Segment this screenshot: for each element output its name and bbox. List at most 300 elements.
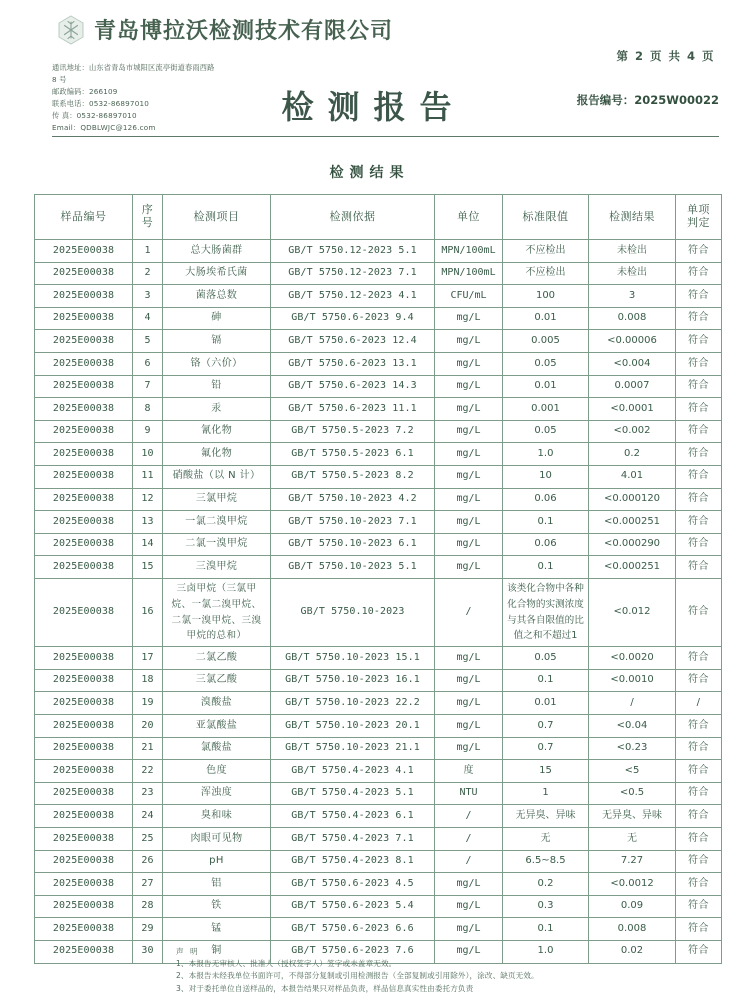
cell-result: <5 — [589, 760, 676, 783]
cell-unit: / — [435, 827, 503, 850]
cell-result: <0.04 — [589, 715, 676, 738]
col-header-unit: 单位 — [435, 195, 503, 240]
cell-sample-id: 2025E00038 — [35, 918, 133, 941]
cell-limit: 1.0 — [503, 940, 589, 963]
cell-standard: GB/T 5750.4-2023 6.1 — [271, 805, 435, 828]
table-row — [35, 465, 722, 488]
table-row — [35, 240, 722, 263]
cell-seq: 4 — [133, 307, 163, 330]
contact-email: Email：QDBLWJC@126.com — [52, 123, 156, 132]
cell-result: <0.002 — [589, 420, 676, 443]
cell-seq: 30 — [133, 940, 163, 963]
cell-item: 浑浊度 — [163, 782, 271, 805]
cell-result: <0.000290 — [589, 533, 676, 556]
cell-item: 砷 — [163, 307, 271, 330]
cell-sample-id: 2025E00038 — [35, 488, 133, 511]
cell-limit: 0.01 — [503, 307, 589, 330]
cell-result: 3 — [589, 285, 676, 308]
cell-unit: NTU — [435, 782, 503, 805]
cell-item: 三溴甲烷 — [163, 556, 271, 579]
cell-limit: 0.01 — [503, 692, 589, 715]
table-row — [35, 511, 722, 534]
cell-standard: GB/T 5750.10-2023 22.2 — [271, 692, 435, 715]
cell-item: 总大肠菌群 — [163, 240, 271, 263]
cell-unit: mg/L — [435, 647, 503, 670]
cell-item: 汞 — [163, 398, 271, 421]
cell-unit: mg/L — [435, 488, 503, 511]
cell-limit: 15 — [503, 760, 589, 783]
cell-seq: 14 — [133, 533, 163, 556]
cell-sample-id: 2025E00038 — [35, 375, 133, 398]
table-row — [35, 375, 722, 398]
cell-unit: mg/L — [435, 873, 503, 896]
contact-fax: 传 真：0532-86897010 — [52, 111, 137, 120]
cell-verdict: 符合 — [676, 352, 722, 375]
cell-limit: 0.7 — [503, 715, 589, 738]
cell-standard: GB/T 5750.6-2023 11.1 — [271, 398, 435, 421]
declaration-line-1: 1、本报告无审核人、批准人（授权签字人）签字或未盖章无效。 — [176, 959, 397, 969]
cell-result: 0.02 — [589, 940, 676, 963]
cell-result: <0.23 — [589, 737, 676, 760]
cell-verdict: 符合 — [676, 647, 722, 670]
cell-verdict: 符合 — [676, 488, 722, 511]
cell-seq: 6 — [133, 352, 163, 375]
cell-unit: mg/L — [435, 443, 503, 466]
header-divider — [52, 136, 719, 137]
cell-seq: 1 — [133, 240, 163, 263]
section-title: 检测结果 — [329, 165, 410, 181]
cell-unit: mg/L — [435, 375, 503, 398]
cell-item: 一氯二溴甲烷 — [163, 511, 271, 534]
cell-verdict: 符合 — [676, 715, 722, 738]
cell-result: 0.008 — [589, 918, 676, 941]
cell-unit: mg/L — [435, 556, 503, 579]
cell-seq: 17 — [133, 647, 163, 670]
cell-standard: GB/T 5750.12-2023 7.1 — [271, 262, 435, 285]
cell-seq: 20 — [133, 715, 163, 738]
cell-item: 菌落总数 — [163, 285, 271, 308]
table-row — [35, 647, 722, 670]
col-header-sample-id: 样品编号 — [35, 195, 133, 240]
cell-unit: MPN/100mL — [435, 240, 503, 263]
cell-sample-id: 2025E00038 — [35, 352, 133, 375]
cell-item: 镉 — [163, 330, 271, 353]
cell-standard: GB/T 5750.4-2023 5.1 — [271, 782, 435, 805]
cell-sample-id: 2025E00038 — [35, 240, 133, 263]
cell-item: 臭和味 — [163, 805, 271, 828]
cell-verdict: 符合 — [676, 262, 722, 285]
contact-postcode: 邮政编码：266109 — [52, 87, 118, 96]
cell-seq: 7 — [133, 375, 163, 398]
cell-standard: GB/T 5750.10-2023 21.1 — [271, 737, 435, 760]
cell-seq: 27 — [133, 873, 163, 896]
table-row — [35, 692, 722, 715]
cell-limit: 0.2 — [503, 873, 589, 896]
cell-verdict: 符合 — [676, 760, 722, 783]
cell-standard: GB/T 5750.6-2023 4.5 — [271, 873, 435, 896]
cell-item: 大肠埃希氏菌 — [163, 262, 271, 285]
cell-standard: GB/T 5750.6-2023 7.6 — [271, 940, 435, 963]
cell-verdict: 符合 — [676, 850, 722, 873]
cell-unit: mg/L — [435, 307, 503, 330]
cell-item: 铬（六价） — [163, 352, 271, 375]
cell-unit: / — [435, 578, 503, 646]
table-row — [35, 782, 722, 805]
table-row — [35, 443, 722, 466]
cell-standard: GB/T 5750.6-2023 14.3 — [271, 375, 435, 398]
table-row — [35, 760, 722, 783]
table-row — [35, 307, 722, 330]
cell-verdict: 符合 — [676, 556, 722, 579]
cell-standard: GB/T 5750.10-2023 16.1 — [271, 669, 435, 692]
cell-limit: 0.06 — [503, 533, 589, 556]
contact-address: 通讯地址：山东省青岛市城阳区流亭街道春雨西路 — [52, 63, 215, 72]
cell-seq: 2 — [133, 262, 163, 285]
cell-seq: 23 — [133, 782, 163, 805]
report-title: 检测报告 — [281, 88, 466, 126]
company-header — [0, 0, 733, 45]
cell-unit: mg/L — [435, 533, 503, 556]
cell-standard: GB/T 5750.6-2023 6.6 — [271, 918, 435, 941]
cell-limit: 10 — [503, 465, 589, 488]
cell-unit: mg/L — [435, 669, 503, 692]
cell-standard: GB/T 5750.10-2023 15.1 — [271, 647, 435, 670]
cell-standard: GB/T 5750.12-2023 4.1 — [271, 285, 435, 308]
cell-seq: 18 — [133, 669, 163, 692]
cell-sample-id: 2025E00038 — [35, 647, 133, 670]
cell-sample-id: 2025E00038 — [35, 805, 133, 828]
cell-verdict: 符合 — [676, 398, 722, 421]
cell-result: 未检出 — [589, 262, 676, 285]
cell-limit: 0.05 — [503, 352, 589, 375]
cell-result: <0.000120 — [589, 488, 676, 511]
cell-unit: mg/L — [435, 398, 503, 421]
table-row — [35, 420, 722, 443]
cell-standard: GB/T 5750.4-2023 8.1 — [271, 850, 435, 873]
cell-seq: 22 — [133, 760, 163, 783]
cell-standard: GB/T 5750.6-2023 5.4 — [271, 895, 435, 918]
cell-limit: 6.5~8.5 — [503, 850, 589, 873]
cell-limit: 0.001 — [503, 398, 589, 421]
cell-standard: GB/T 5750.10-2023 — [271, 578, 435, 646]
cell-sample-id: 2025E00038 — [35, 669, 133, 692]
cell-result: 无 — [589, 827, 676, 850]
cell-standard: GB/T 5750.10-2023 20.1 — [271, 715, 435, 738]
cell-result: / — [589, 692, 676, 715]
cell-limit: 0.005 — [503, 330, 589, 353]
cell-item: 氟化物 — [163, 443, 271, 466]
cell-result: <0.00006 — [589, 330, 676, 353]
cell-sample-id: 2025E00038 — [35, 850, 133, 873]
cell-sample-id: 2025E00038 — [35, 737, 133, 760]
cell-limit: 0.7 — [503, 737, 589, 760]
cell-seq: 16 — [133, 578, 163, 646]
cell-result: <0.0020 — [589, 647, 676, 670]
cell-verdict: 符合 — [676, 511, 722, 534]
cell-unit: mg/L — [435, 420, 503, 443]
cell-result: <0.5 — [589, 782, 676, 805]
cell-result: 0.09 — [589, 895, 676, 918]
cell-sample-id: 2025E00038 — [35, 307, 133, 330]
cell-seq: 8 — [133, 398, 163, 421]
cell-verdict: 符合 — [676, 465, 722, 488]
cell-result: <0.012 — [589, 578, 676, 646]
cell-item: 三卤甲烷（三氯甲烷、一氯二溴甲烷、二氯一溴甲烷、三溴甲烷的总和） — [163, 578, 271, 646]
cell-seq: 10 — [133, 443, 163, 466]
cell-unit: 度 — [435, 760, 503, 783]
cell-unit: mg/L — [435, 895, 503, 918]
table-row — [35, 556, 722, 579]
cell-sample-id: 2025E00038 — [35, 827, 133, 850]
cell-sample-id: 2025E00038 — [35, 556, 133, 579]
cell-result: 0.008 — [589, 307, 676, 330]
cell-result: 4.01 — [589, 465, 676, 488]
cell-verdict: / — [676, 692, 722, 715]
cell-sample-id: 2025E00038 — [35, 330, 133, 353]
col-header-seq-line2: 号 — [141, 216, 154, 229]
cell-verdict: 符合 — [676, 782, 722, 805]
cell-unit: mg/L — [435, 330, 503, 353]
table-header-row — [35, 195, 722, 240]
cell-result: <0.004 — [589, 352, 676, 375]
cell-result: 0.0007 — [589, 375, 676, 398]
cell-unit: mg/L — [435, 715, 503, 738]
cell-sample-id: 2025E00038 — [35, 285, 133, 308]
cell-limit: 1.0 — [503, 443, 589, 466]
cell-limit: 0.1 — [503, 556, 589, 579]
table-row — [35, 330, 722, 353]
cell-result: <0.000251 — [589, 511, 676, 534]
cell-item: 硝酸盐（以 N 计） — [163, 465, 271, 488]
cell-unit: mg/L — [435, 692, 503, 715]
table-row — [35, 895, 722, 918]
cell-result: <0.0010 — [589, 669, 676, 692]
cell-result: 7.27 — [589, 850, 676, 873]
cell-sample-id: 2025E00038 — [35, 262, 133, 285]
cell-sample-id: 2025E00038 — [35, 420, 133, 443]
table-row — [35, 827, 722, 850]
cell-sample-id: 2025E00038 — [35, 940, 133, 963]
cell-sample-id: 2025E00038 — [35, 715, 133, 738]
cell-item: 肉眼可见物 — [163, 827, 271, 850]
cell-sample-id: 2025E00038 — [35, 511, 133, 534]
cell-sample-id: 2025E00038 — [35, 533, 133, 556]
cell-standard: GB/T 5750.6-2023 12.4 — [271, 330, 435, 353]
declaration-line-2: 2、本报告未经我单位书面许可，不得部分复制或引用检测报告（全部复制或引用除外），涂改、缺页无效。 — [176, 971, 539, 981]
cell-item: 铝 — [163, 873, 271, 896]
cell-seq: 19 — [133, 692, 163, 715]
cell-seq: 24 — [133, 805, 163, 828]
cell-result: 未检出 — [589, 240, 676, 263]
cell-verdict: 符合 — [676, 895, 722, 918]
cell-seq: 28 — [133, 895, 163, 918]
cell-standard: GB/T 5750.10-2023 5.1 — [271, 556, 435, 579]
table-row — [35, 488, 722, 511]
cell-sample-id: 2025E00038 — [35, 873, 133, 896]
table-row — [35, 352, 722, 375]
cell-standard: GB/T 5750.5-2023 6.1 — [271, 443, 435, 466]
cell-item: 铅 — [163, 375, 271, 398]
results-table — [34, 194, 722, 964]
cell-unit: mg/L — [435, 465, 503, 488]
col-header-verdict-line2: 判定 — [687, 216, 710, 229]
cell-seq: 15 — [133, 556, 163, 579]
cell-item: 三氯乙酸 — [163, 669, 271, 692]
cell-item: 色度 — [163, 760, 271, 783]
cell-unit: / — [435, 850, 503, 873]
col-header-verdict — [676, 195, 722, 240]
results-table-body — [35, 240, 722, 964]
hexagon-snowflake-logo-icon — [58, 15, 84, 45]
cell-limit: 不应检出 — [503, 262, 589, 285]
cell-limit: 0.1 — [503, 511, 589, 534]
cell-verdict: 符合 — [676, 805, 722, 828]
cell-item: 三氯甲烷 — [163, 488, 271, 511]
cell-verdict: 符合 — [676, 918, 722, 941]
contact-telephone: 联系电话：0532-86897010 — [52, 99, 150, 108]
cell-item: 溴酸盐 — [163, 692, 271, 715]
cell-verdict: 符合 — [676, 827, 722, 850]
cell-limit: 1 — [503, 782, 589, 805]
col-header-verdict-line1: 单项 — [687, 203, 710, 217]
cell-standard: GB/T 5750.12-2023 5.1 — [271, 240, 435, 263]
page-number: 第 2 页 共 4 页 — [616, 49, 715, 63]
declaration-line-3: 3、对于委托单位自送样品的，本报告结果只对样品负责，样品信息真实性由委托方负责 — [176, 983, 474, 993]
cell-limit: 100 — [503, 285, 589, 308]
cell-seq: 21 — [133, 737, 163, 760]
table-row — [35, 533, 722, 556]
cell-seq: 29 — [133, 918, 163, 941]
declaration-title: 声 明 — [176, 946, 200, 956]
cell-limit: 0.01 — [503, 375, 589, 398]
col-header-standard: 检测依据 — [271, 195, 435, 240]
cell-seq: 11 — [133, 465, 163, 488]
cell-seq: 5 — [133, 330, 163, 353]
cell-unit: mg/L — [435, 940, 503, 963]
cell-result: <0.0012 — [589, 873, 676, 896]
company-name: 青岛博拉沃检测技术有限公司 — [94, 19, 394, 44]
page-header — [0, 0, 733, 140]
cell-unit: CFU/mL — [435, 285, 503, 308]
cell-verdict: 符合 — [676, 443, 722, 466]
cell-verdict: 符合 — [676, 285, 722, 308]
table-row — [35, 398, 722, 421]
cell-sample-id: 2025E00038 — [35, 443, 133, 466]
table-row — [35, 285, 722, 308]
col-header-seq-line1: 序 — [141, 203, 154, 217]
cell-standard: GB/T 5750.4-2023 7.1 — [271, 827, 435, 850]
cell-standard: GB/T 5750.10-2023 4.2 — [271, 488, 435, 511]
table-row — [35, 578, 722, 646]
cell-item: 二氯一溴甲烷 — [163, 533, 271, 556]
cell-result: <0.000251 — [589, 556, 676, 579]
table-row — [35, 262, 722, 285]
cell-limit: 0.06 — [503, 488, 589, 511]
cell-limit: 无异臭、异味 — [503, 805, 589, 828]
col-header-seq — [133, 195, 163, 240]
cell-result: 无异臭、异味 — [589, 805, 676, 828]
cell-verdict: 符合 — [676, 420, 722, 443]
cell-verdict: 符合 — [676, 240, 722, 263]
cell-seq: 12 — [133, 488, 163, 511]
cell-standard: GB/T 5750.5-2023 7.2 — [271, 420, 435, 443]
cell-unit: mg/L — [435, 511, 503, 534]
results-table-container — [34, 194, 721, 964]
declaration-block — [176, 946, 539, 995]
cell-item: 铁 — [163, 895, 271, 918]
cell-sample-id: 2025E00038 — [35, 782, 133, 805]
cell-limit: 0.3 — [503, 895, 589, 918]
col-header-result: 检测结果 — [589, 195, 676, 240]
cell-sample-id: 2025E00038 — [35, 895, 133, 918]
cell-limit: 无 — [503, 827, 589, 850]
cell-limit: 0.05 — [503, 647, 589, 670]
cell-sample-id: 2025E00038 — [35, 692, 133, 715]
cell-standard: GB/T 5750.10-2023 6.1 — [271, 533, 435, 556]
cell-limit: 该类化合物中各种化合物的实测浓度与其各自限值的比值之和不超过1 — [503, 578, 589, 646]
cell-verdict: 符合 — [676, 940, 722, 963]
table-row — [35, 737, 722, 760]
cell-standard: GB/T 5750.6-2023 13.1 — [271, 352, 435, 375]
cell-seq: 3 — [133, 285, 163, 308]
cell-unit: / — [435, 805, 503, 828]
cell-item: 氰化物 — [163, 420, 271, 443]
cell-verdict: 符合 — [676, 307, 722, 330]
cell-limit: 0.1 — [503, 669, 589, 692]
cell-verdict: 符合 — [676, 330, 722, 353]
cell-verdict: 符合 — [676, 669, 722, 692]
contact-address-line2: 8 号 — [52, 75, 67, 84]
cell-standard: GB/T 5750.6-2023 9.4 — [271, 307, 435, 330]
table-row — [35, 669, 722, 692]
report-number: 报告编号：2025W00022 — [576, 93, 719, 107]
cell-unit: MPN/100mL — [435, 262, 503, 285]
cell-item: 铜 — [163, 940, 271, 963]
cell-unit: mg/L — [435, 737, 503, 760]
cell-result: 0.2 — [589, 443, 676, 466]
cell-sample-id: 2025E00038 — [35, 578, 133, 646]
table-row — [35, 805, 722, 828]
cell-unit: mg/L — [435, 918, 503, 941]
cell-limit: 不应检出 — [503, 240, 589, 263]
cell-sample-id: 2025E00038 — [35, 465, 133, 488]
cell-standard: GB/T 5750.10-2023 7.1 — [271, 511, 435, 534]
table-row — [35, 918, 722, 941]
cell-seq: 25 — [133, 827, 163, 850]
cell-sample-id: 2025E00038 — [35, 398, 133, 421]
cell-item: 氯酸盐 — [163, 737, 271, 760]
cell-verdict: 符合 — [676, 533, 722, 556]
table-row — [35, 873, 722, 896]
cell-item: 亚氯酸盐 — [163, 715, 271, 738]
cell-seq: 9 — [133, 420, 163, 443]
table-row — [35, 850, 722, 873]
table-row — [35, 715, 722, 738]
cell-item: 锰 — [163, 918, 271, 941]
cell-verdict: 符合 — [676, 873, 722, 896]
cell-item: pH — [163, 850, 271, 873]
cell-sample-id: 2025E00038 — [35, 760, 133, 783]
cell-verdict: 符合 — [676, 375, 722, 398]
cell-standard: GB/T 5750.4-2023 4.1 — [271, 760, 435, 783]
cell-seq: 26 — [133, 850, 163, 873]
cell-unit: mg/L — [435, 352, 503, 375]
col-header-limit: 标准限值 — [503, 195, 589, 240]
cell-limit: 0.05 — [503, 420, 589, 443]
cell-verdict: 符合 — [676, 737, 722, 760]
cell-seq: 13 — [133, 511, 163, 534]
cell-limit: 0.1 — [503, 918, 589, 941]
